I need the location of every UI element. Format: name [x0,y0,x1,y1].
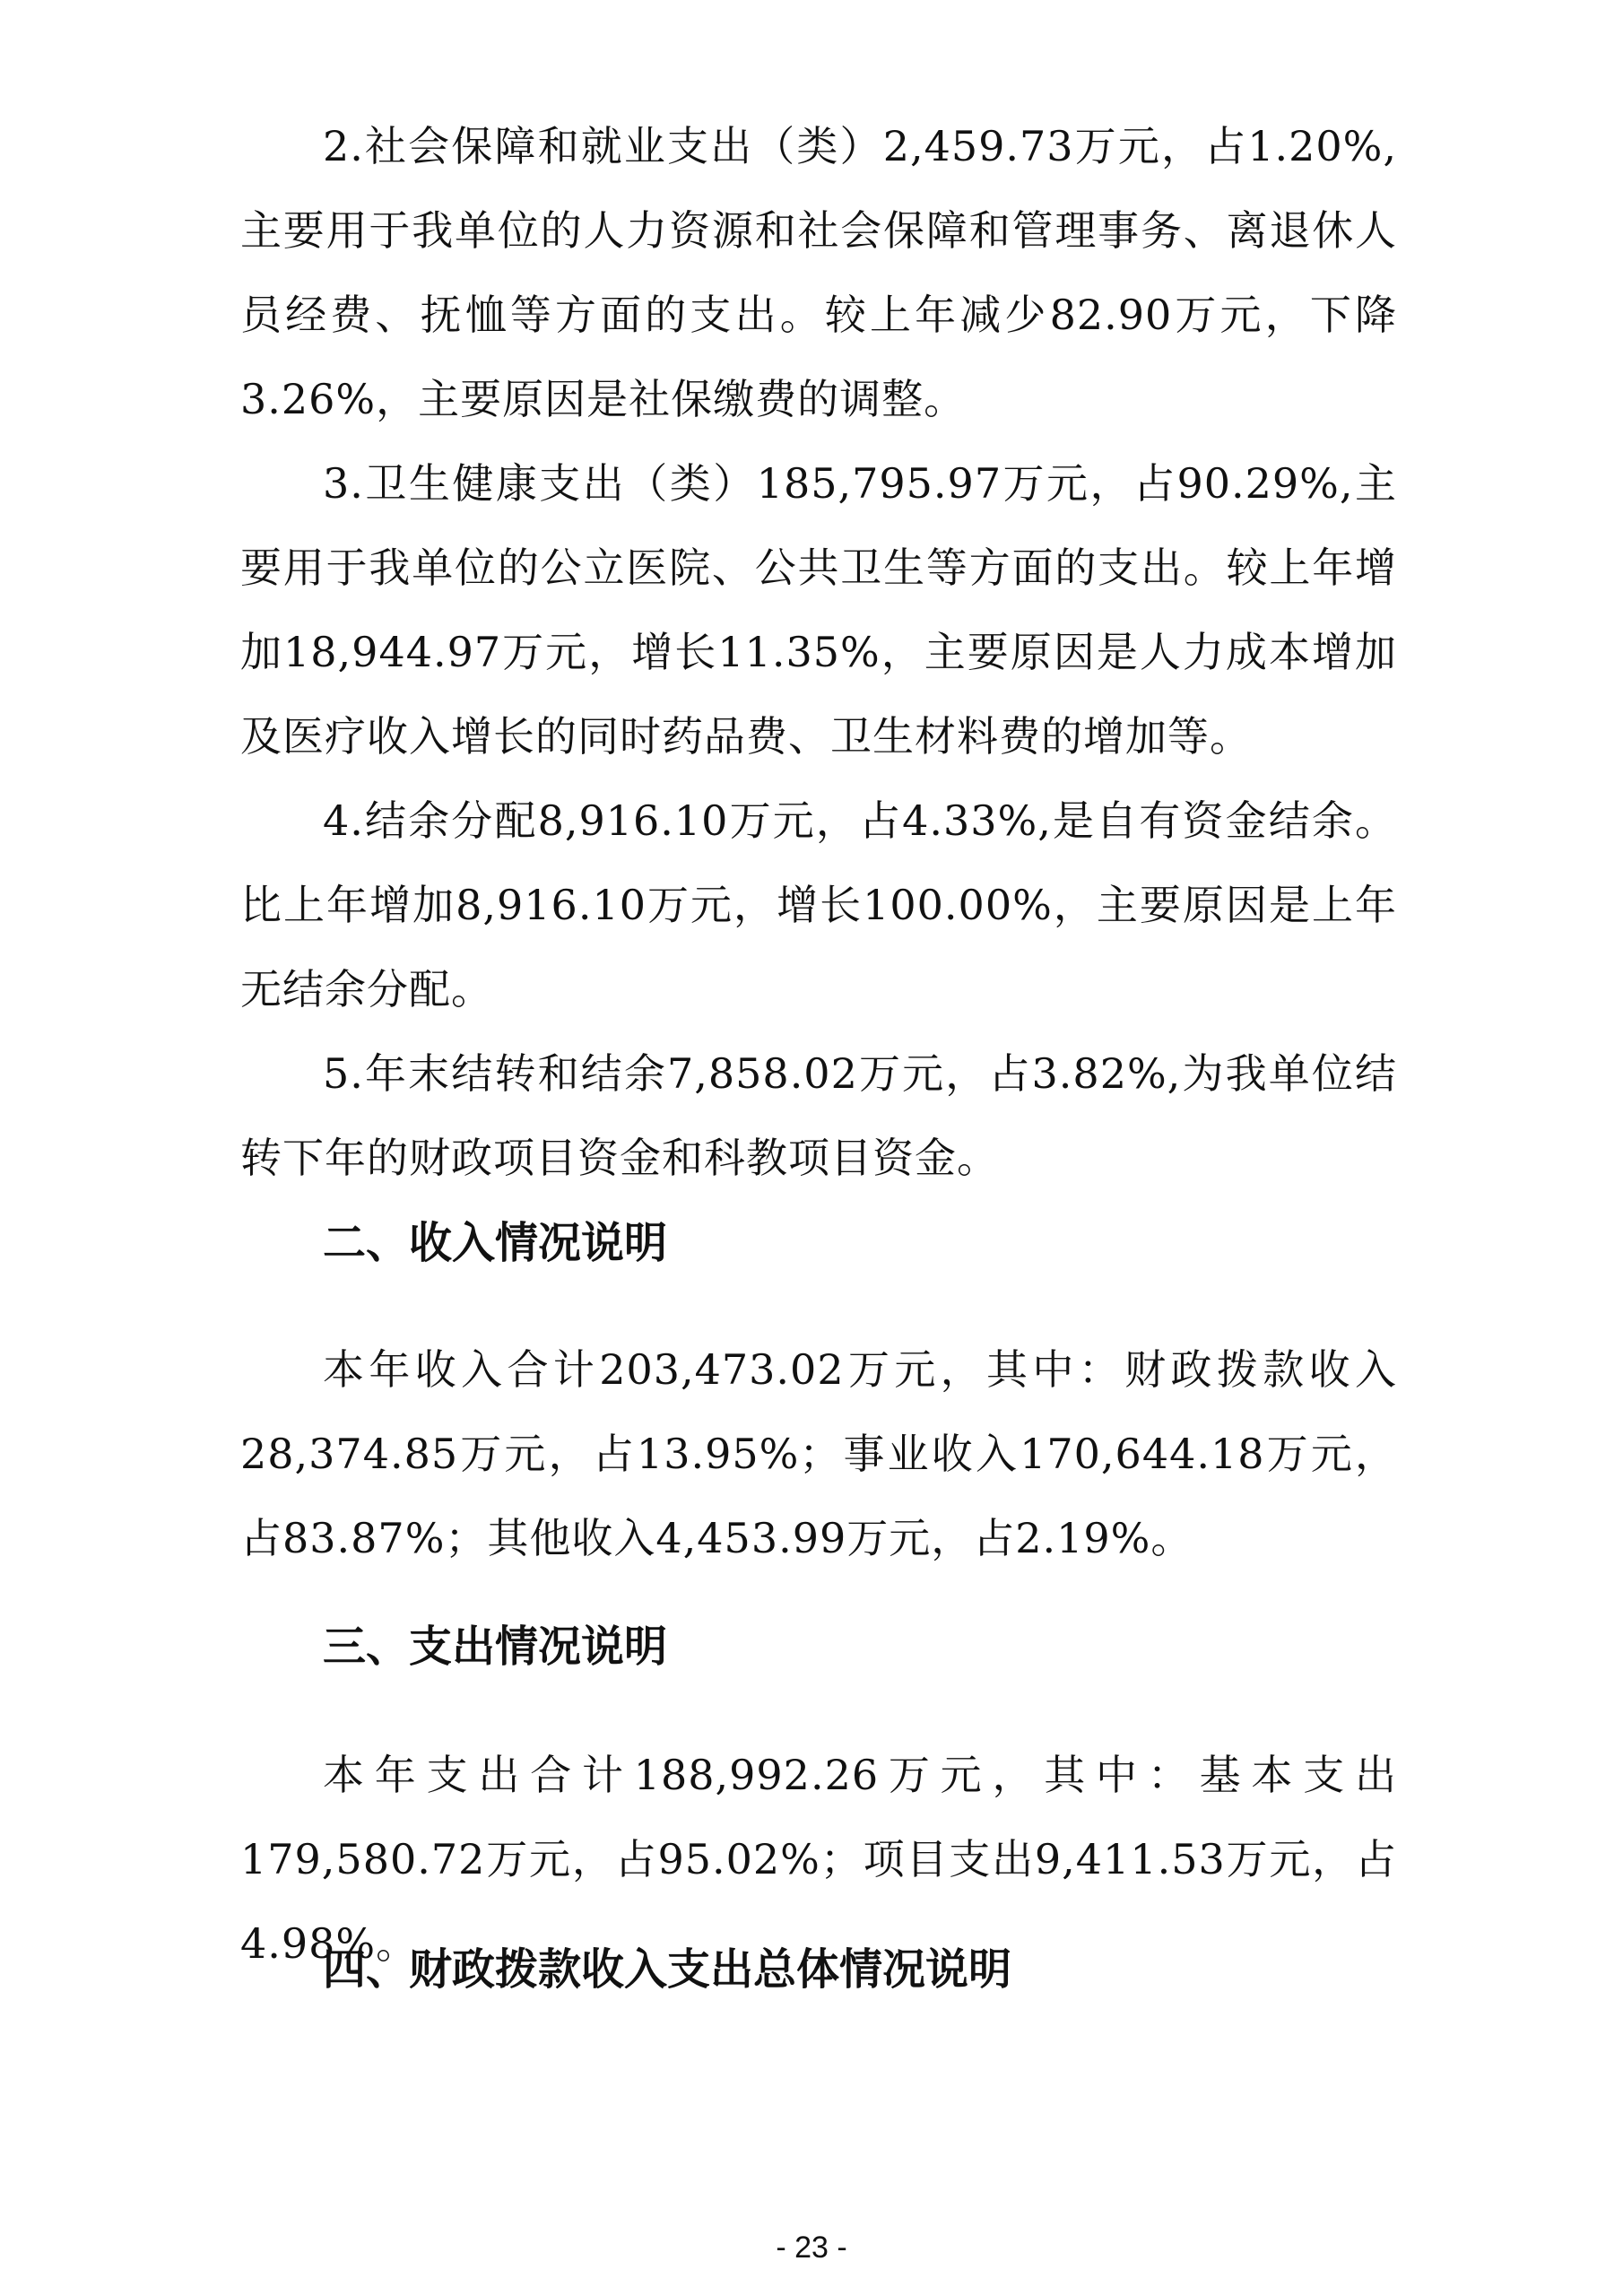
paragraph-surplus-distribution: 4.结余分配8,916.10万元，占4.33%,是自有资金结余。比上年增加8,916.10万元，增长100.00%，主要原因是上年无结余分配。 [240,796,1397,1013]
paragraph-expense-description: 本年支出合计188,992.26万元，其中：基本支出179,580.72万元，占95.02%；项目支出9,411.53万元，占4.98%。 [240,1751,1397,1968]
heading-income-section: 二、收入情况说明 [323,1218,668,1268]
paragraph-year-end-carryover: 5.年末结转和结余7,858.02万元，占3.82%,为我单位结转下年的财政项目资金和科教项目资金。 [240,1049,1397,1182]
page-number: - 23 - [776,2231,847,2265]
paragraph-social-security-expense: 2.社会保障和就业支出（类）2,459.73万元，占1.20%,主要用于我单位的人力资源和社会保障和管理事务、离退休人员经费、抚恤等方面的支出。较上年减少82.90万元，下降3.26%，主要原因是社保缴费的调整。 [240,122,1397,423]
paragraph-income-description: 本年收入合计203,473.02万元，其中：财政拨款收入28,374.85万元，占13.95%；事业收入170,644.18万元，占83.87%；其他收入4,453.99万元，占2.19%。 [240,1345,1397,1562]
heading-expense-section: 三、支出情况说明 [323,1622,668,1672]
heading-fiscal-section: 四、财政拨款收入支出总体情况说明 [323,1944,1012,1995]
paragraph-health-expense: 3.卫生健康支出（类）185,795.97万元，占90.29%,主要用于我单位的公立医院、公共卫生等方面的支出。较上年增加18,944.97万元，增长11.35%，主要原因是人力成本增加及医疗收入增长的同时药品费、卫生材料费的增加等。 [240,459,1397,761]
